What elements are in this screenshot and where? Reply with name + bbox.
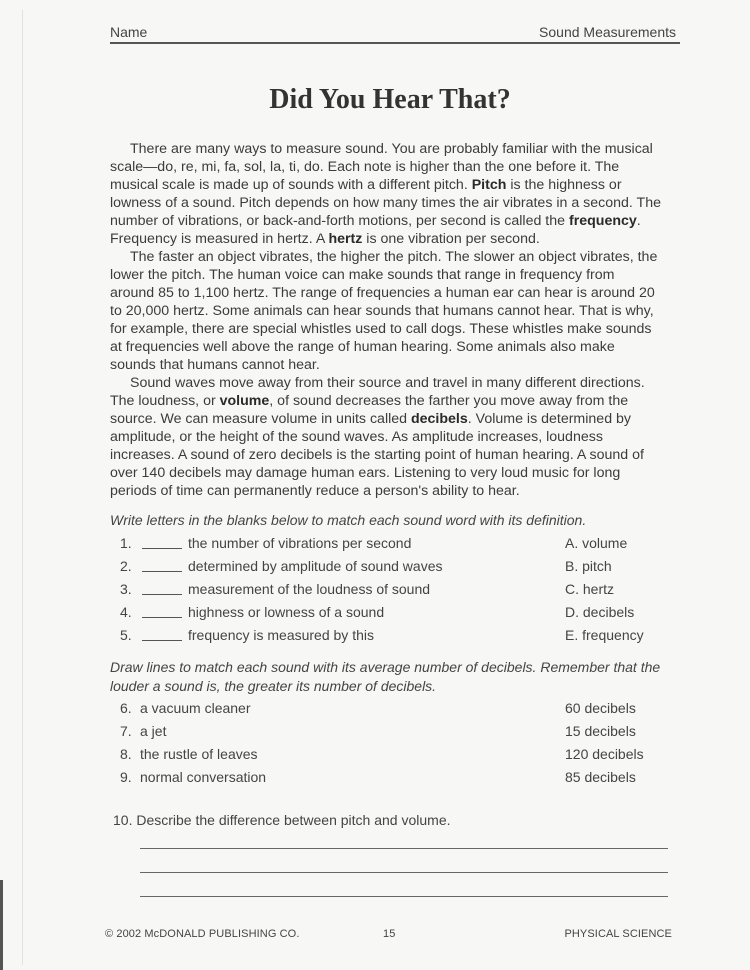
scan-edge-shadow — [0, 880, 3, 970]
definition: highness or lowness of a sound — [188, 604, 385, 620]
paragraph: Sound waves move away from their source and travel in many different directions. The loudness, or volume, of sound decreases the farther you move away from the source. We can measure volume in units called decibels. Volume is determined by amplitude, or the height of the sound waves. As amplitude increases, loudness increases. A sound of zero decibels is the starting point of human hearing. A sound of over 140 decibels may damage human ears. Listening to very loud music for long periods of time can permanently reduce a person's ability to hear. — [110, 375, 645, 499]
sound-source[interactable]: a jet — [140, 723, 167, 739]
key-term: decibels — [410, 411, 468, 427]
paragraph: The faster an object vibrates, the higher the pitch. The slower an object vibrates, the lower the pitch. The human voice can make sounds that range in frequency from around 85 to 1,100 hertz. The range of frequencies a human ear can hear is around 20 to 20,000 hertz. Some animals can hear sounds that humans cannot hear. That is why, for example, there are special whistles used to call dogs. These whistles make sounds at frequencies well above the range of human hearing. Some animals also make sounds that humans cannot hear. — [110, 249, 658, 373]
option: C. hertz — [565, 581, 615, 597]
paragraph: There are many ways to measure sound. You are probably familiar with the musical scale—do, re, mi, fa, sol, la, ti, do. Each note is higher than the one before it. The musical scale is made up of sounds with a different pitch. Pitch is the highness or lowness of a sound. Pitch depends on how many times the air vibrates in a second. The number of vibrations, or back-and-forth motions, per second is called the frequency. Frequency is measured in hertz. A hertz is one vibration per second. — [110, 141, 661, 247]
name-line[interactable] — [110, 42, 680, 44]
answer-blank[interactable] — [142, 640, 182, 641]
answer-blank[interactable] — [142, 594, 182, 595]
answer-blank[interactable] — [142, 617, 182, 618]
copyright: © 2002 McDONALD PUBLISHING CO. — [105, 928, 300, 940]
item-number: 9. — [120, 769, 132, 785]
draw-lines-instructions: Draw lines to match each sound with its average number of decibels. Remember that the louder a sound is, the greater its number of decibels. — [110, 659, 661, 694]
sound-source[interactable]: the rustle of leaves — [140, 746, 258, 762]
item-number: 1. — [120, 535, 132, 551]
item-number: 4. — [120, 604, 132, 620]
matching-row — [0, 627, 750, 647]
decibel-row — [0, 723, 750, 743]
key-term: frequency — [568, 213, 637, 229]
matching-instructions: Write letters in the blanks below to match each sound word with its definition. — [110, 512, 587, 528]
reading-passage — [110, 140, 662, 500]
item-number: 8. — [120, 746, 132, 762]
key-term: hertz — [328, 231, 363, 247]
option: E. frequency — [565, 627, 644, 643]
definition: frequency is measured by this — [188, 627, 374, 643]
page-number: 15 — [383, 928, 396, 940]
sound-source[interactable]: a vacuum cleaner — [140, 700, 251, 716]
item-number: 2. — [120, 558, 132, 574]
sound-source[interactable]: normal conversation — [140, 769, 267, 785]
answer-blank[interactable] — [142, 571, 182, 572]
scan-edge-line — [22, 10, 23, 965]
item-number: 5. — [120, 627, 132, 643]
matching-row — [0, 581, 750, 601]
answer-line[interactable] — [140, 896, 668, 897]
option: D. decibels — [565, 604, 635, 620]
definition: the number of vibrations per second — [188, 535, 412, 551]
answer-line[interactable] — [140, 848, 668, 849]
decibel-value[interactable]: 85 decibels — [565, 769, 636, 785]
matching-row — [0, 535, 750, 555]
subject-label: PHYSICAL SCIENCE — [564, 928, 672, 940]
decibel-value[interactable]: 120 decibels — [565, 746, 644, 762]
worksheet-topic: Sound Measurements — [539, 24, 676, 40]
item-number: 3. — [120, 581, 132, 597]
matching-row — [0, 558, 750, 578]
matching-row — [0, 604, 750, 624]
page-title: Did You Hear That? — [269, 84, 511, 115]
question-10: 10. Describe the difference between pitch and volume. — [113, 812, 451, 828]
decibel-row — [0, 700, 750, 720]
decibel-value[interactable]: 15 decibels — [565, 723, 636, 739]
decibel-value[interactable]: 60 decibels — [565, 700, 636, 716]
option: A. volume — [565, 535, 628, 551]
name-field-label: Name — [110, 24, 148, 40]
key-term: Pitch — [471, 177, 507, 193]
answer-blank[interactable] — [142, 548, 182, 549]
answer-line[interactable] — [140, 872, 668, 873]
item-number: 7. — [120, 723, 132, 739]
item-number: 6. — [120, 700, 132, 716]
decibel-row — [0, 746, 750, 766]
option: B. pitch — [565, 558, 612, 574]
decibel-row — [0, 769, 750, 789]
definition: measurement of the loudness of sound — [188, 581, 431, 597]
key-term: volume — [219, 393, 270, 409]
definition: determined by amplitude of sound waves — [188, 558, 443, 574]
